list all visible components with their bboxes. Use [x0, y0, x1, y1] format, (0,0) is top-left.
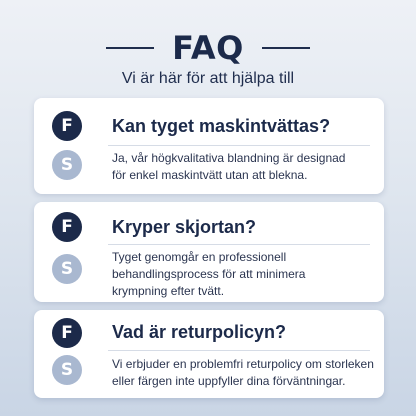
faq-answer — [112, 356, 374, 390]
faq-answer-line: Ja, vår högkvalitativa blandning är designad — [112, 151, 346, 165]
question-badge: F — [52, 111, 82, 141]
faq-answer — [112, 249, 374, 300]
title-line-left — [106, 47, 154, 49]
page-subtitle: Vi är här för att hjälpa till — [121, 70, 295, 87]
faq-header — [0, 0, 416, 96]
faq-divider — [108, 145, 370, 146]
faq-answer-line: krympning efter tvätt. — [112, 284, 225, 298]
faq-answer-line: behandlingsprocess för att minimera — [112, 267, 306, 281]
question-badge: F — [52, 318, 82, 348]
faq-answer — [112, 150, 374, 184]
faq-question: Vad är returpolicyn? — [112, 322, 287, 342]
answer-badge: S — [52, 254, 82, 284]
title-row — [0, 28, 416, 68]
question-badge: F — [52, 212, 82, 242]
faq-card-return-policy[interactable] — [34, 310, 384, 398]
faq-card-machine-wash[interactable] — [34, 98, 384, 194]
faq-answer-line: eller färgen inte uppfyller dina förväntningar. — [112, 374, 346, 388]
faq-card-shrink[interactable] — [34, 202, 384, 302]
faq-question: Kryper skjortan? — [112, 217, 257, 237]
answer-badge: S — [52, 150, 82, 180]
title-line-right — [262, 47, 310, 49]
faq-answer-line: Vi erbjuder en problemfri returpolicy om storleken — [112, 357, 374, 371]
answer-badge: S — [52, 355, 82, 385]
faq-divider — [108, 350, 370, 351]
faq-question: Kan tyget maskintvättas? — [112, 116, 331, 136]
faq-answer-line: för enkel maskintvätt utan att blekna. — [112, 168, 308, 182]
faq-divider — [108, 244, 370, 245]
faq-answer-line: Tyget genomgår en professionell — [112, 250, 287, 264]
page-title: FAQ — [172, 29, 244, 67]
